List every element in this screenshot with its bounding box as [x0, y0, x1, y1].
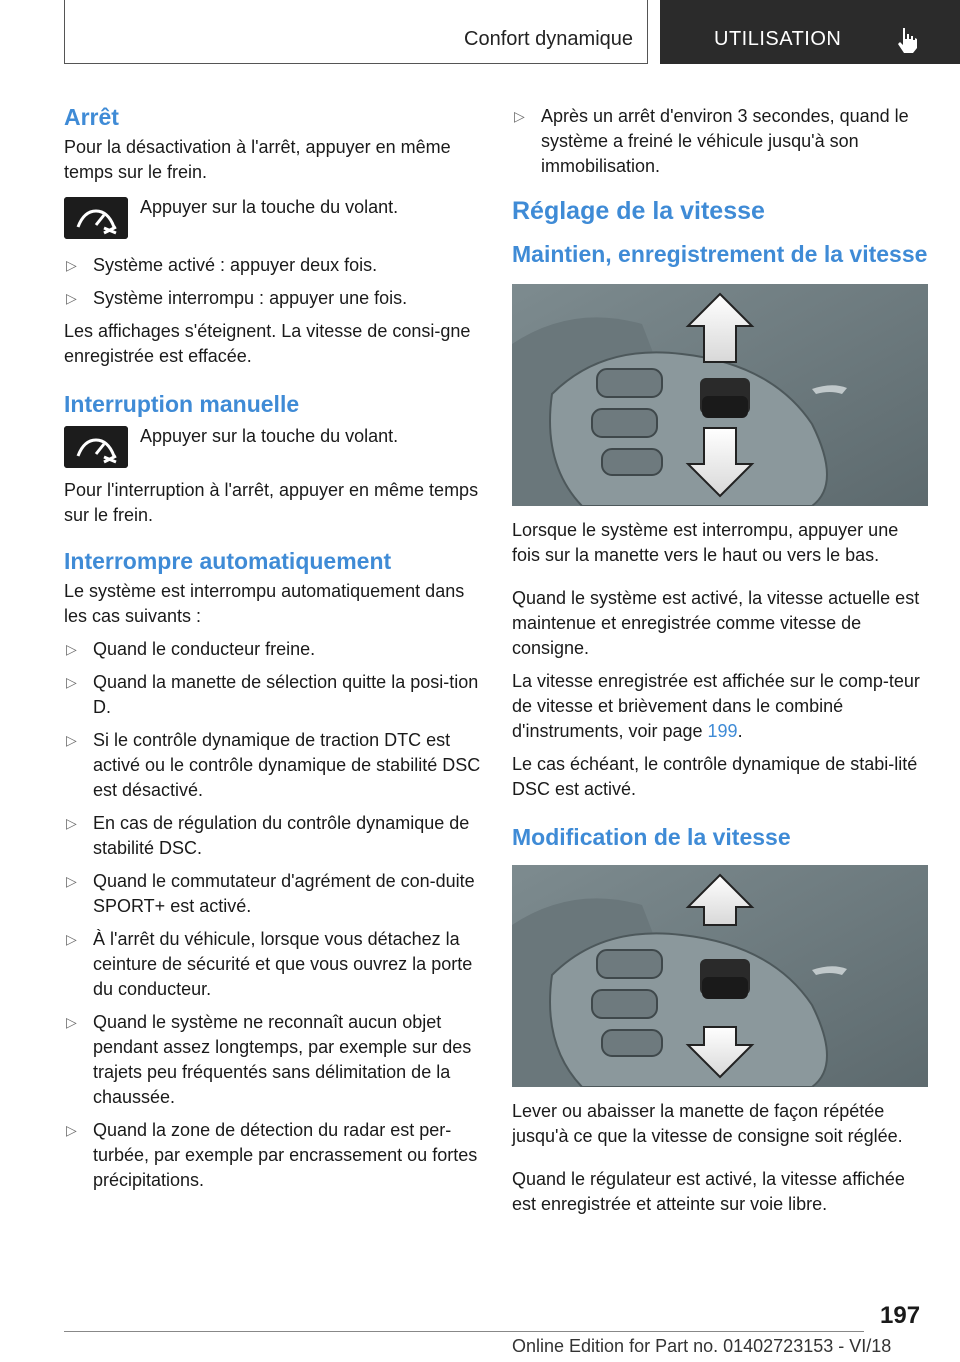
- list-item: ▷ Quand la zone de détection du radar est per-turbée, par exemple par encrassement ou fortes précipitations.: [64, 1118, 482, 1193]
- icon-row: [64, 197, 482, 239]
- list-item: ▷ Quand le commutateur d'agrément de con-duite SPORT+ est activé.: [64, 869, 482, 919]
- hand-pointer-icon: [894, 26, 920, 54]
- triangle-bullet-icon: ▷: [66, 1014, 77, 1030]
- triangle-bullet-icon: ▷: [66, 257, 77, 273]
- heading-maintien: Maintien, enregistrement de la vitesse: [512, 241, 928, 267]
- paragraph: Quand le système est activé, la vitesse actuelle est maintenue et enregistrée comme vitesse de consigne.: [512, 588, 920, 658]
- edition-note: Online Edition for Part no. 01402723153 - VI/18: [512, 1336, 892, 1356]
- steering-wheel-lever-photo: [512, 865, 928, 1087]
- triangle-bullet-icon: ▷: [66, 815, 77, 831]
- page-link[interactable]: 199: [707, 721, 738, 741]
- icon-row: [64, 426, 482, 468]
- page-header: [64, 0, 960, 64]
- list-item: ▷ Si le contrôle dynamique de traction DTC est activé ou le contrôle dynamique de stabilité DSC est désactivé.: [64, 728, 482, 803]
- list-item: ▷ Système interrompu : appuyer une fois.: [64, 286, 482, 311]
- paragraph: Le cas échéant, le contrôle dynamique de stabi-lité DSC est activé.: [512, 754, 918, 799]
- paragraph: Lorsque le système est interrompu, appuyer une fois sur la manette vers le haut ou vers le bas.: [512, 520, 899, 565]
- list-item: ▷ En cas de régulation du contrôle dynamique de stabilité DSC.: [64, 811, 482, 861]
- steering-wheel-lever-photo: [512, 284, 928, 506]
- triangle-bullet-icon: ▷: [66, 1122, 77, 1138]
- triangle-bullet-icon: ▷: [66, 931, 77, 947]
- paragraph: Lever ou abaisser la manette de façon répétée jusqu'à ce que la vitesse de consigne soit réglée.: [512, 1101, 903, 1146]
- triangle-bullet-icon: ▷: [514, 108, 525, 124]
- list-item: ▷ Quand la manette de sélection quitte la posi-tion D.: [64, 670, 482, 720]
- footer-divider: [64, 1331, 864, 1332]
- heading-modification: Modification de la vitesse: [512, 824, 791, 850]
- icon-caption: Appuyer sur la touche du volant.: [140, 197, 399, 217]
- left-column: [64, 100, 482, 1193]
- header-section-title: Confort dynamique: [464, 28, 633, 50]
- page-number: 197: [880, 1302, 921, 1329]
- triangle-bullet-icon: ▷: [66, 290, 77, 306]
- heading-arret: Arrêt: [64, 104, 119, 130]
- right-column: [512, 100, 930, 1217]
- cruise-control-button-icon: [64, 197, 128, 239]
- triangle-bullet-icon: ▷: [66, 732, 77, 748]
- list-item: ▷ Système activé : appuyer deux fois.: [64, 253, 482, 278]
- list-item: ▷ À l'arrêt du véhicule, lorsque vous détachez la ceinture de sécurité et que vous ouvrez la porte du conducteur.: [64, 927, 482, 1002]
- paragraph: Le système est interrompu automatiquement dans les cas suivants :: [64, 581, 465, 626]
- header-section-box: [64, 0, 648, 64]
- paragraph: Pour la désactivation à l'arrêt, appuyer en même temps sur le frein.: [64, 137, 451, 182]
- list-item: ▷ Quand le conducteur freine.: [64, 637, 482, 662]
- paragraph: Pour l'interruption à l'arrêt, appuyer en même temps sur le frein.: [64, 480, 479, 525]
- header-chapter-title: UTILISATION: [714, 28, 842, 50]
- heading-reglage: Réglage de la vitesse: [512, 197, 765, 225]
- header-chapter-box: [660, 0, 960, 64]
- cruise-control-button-icon: [64, 426, 128, 468]
- paragraph: Quand le régulateur est activé, la vitesse affichée est enregistrée et atteinte sur voie libre.: [512, 1169, 905, 1214]
- heading-interruption: Interruption manuelle: [64, 391, 300, 417]
- paragraph: La vitesse enregistrée est affichée sur le comp-teur de vitesse et brièvement dans le combiné d'instruments, voir page 199.: [512, 671, 920, 741]
- auto-list: [64, 637, 482, 1193]
- icon-caption: Appuyer sur la touche du volant.: [140, 426, 399, 446]
- paragraph: Les affichages s'éteignent. La vitesse de consi-gne enregistrée est effacée.: [64, 321, 471, 366]
- list-item: ▷ Après un arrêt d'environ 3 secondes, quand le système a freiné le véhicule jusqu'à son immobilisation.: [512, 104, 930, 179]
- triangle-bullet-icon: ▷: [66, 641, 77, 657]
- triangle-bullet-icon: ▷: [66, 674, 77, 690]
- heading-auto: Interrompre automatiquement: [64, 548, 392, 574]
- list-item: ▷ Quand le système ne reconnaît aucun objet pendant assez longtemps, par exemple sur des trajets peu fréquentés sans délimitation de la chaussée.: [64, 1010, 482, 1110]
- triangle-bullet-icon: ▷: [66, 873, 77, 889]
